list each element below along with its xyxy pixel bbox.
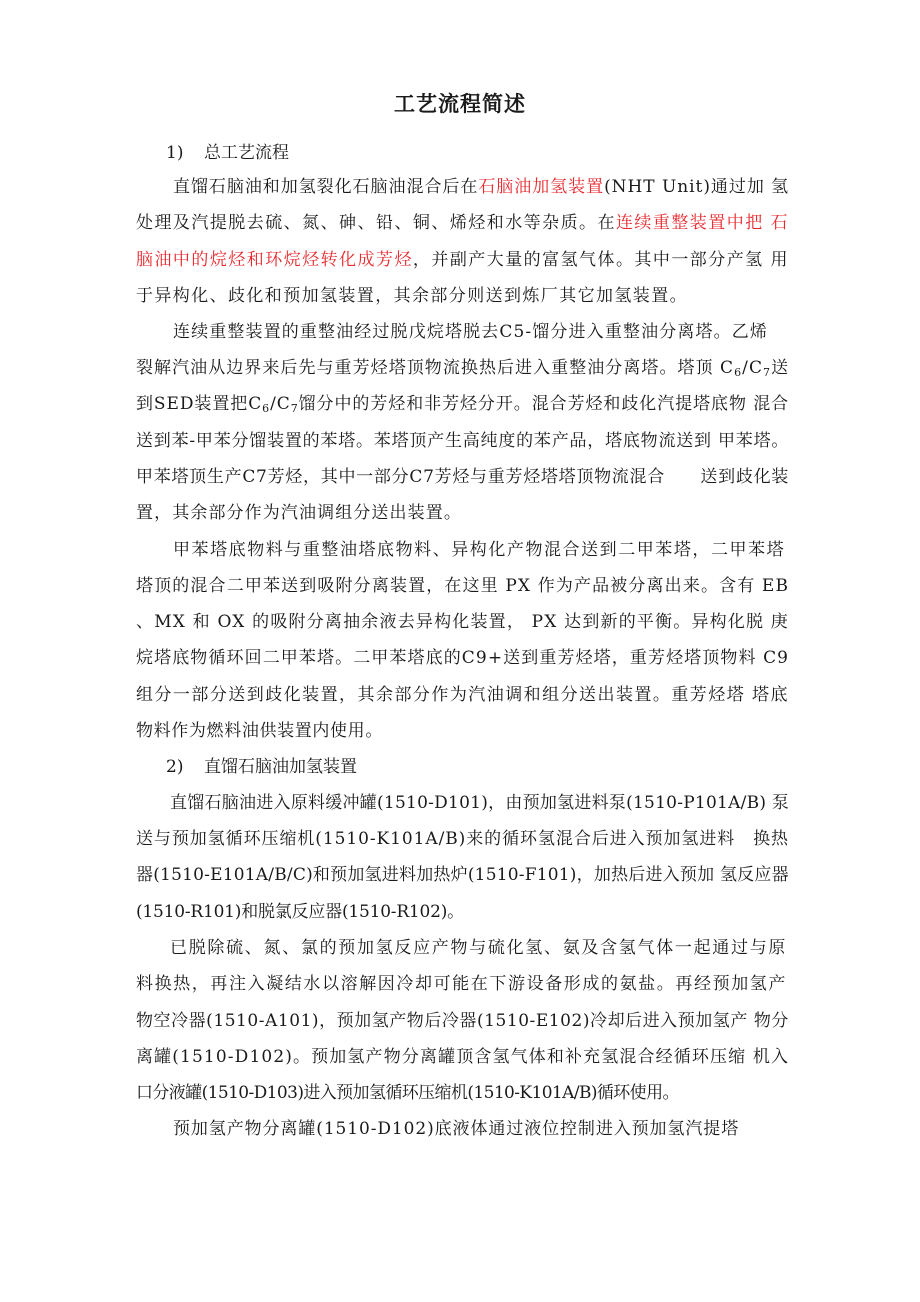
section-heading bbox=[166, 141, 289, 165]
line-text: /C bbox=[270, 394, 291, 414]
paragraph-line bbox=[136, 646, 789, 670]
highlighted-text: 连续重整装置中把 石 bbox=[615, 213, 789, 233]
line-text: 物空冷器(1510-A101)，预加氢产物后冷器(1510-E102)冷却后进入预加氢产 物分 bbox=[136, 1011, 789, 1031]
paragraph-line bbox=[136, 501, 462, 525]
line-text: 到SED装置把C bbox=[136, 394, 263, 414]
paragraph-line bbox=[136, 1081, 679, 1105]
line-text: (NHT Unit)通过加 氢 bbox=[604, 177, 790, 197]
line-text: 塔顶的混合二甲苯送到吸附分离装置，在这里 PX 作为产品被分离出来。含有 EB bbox=[136, 576, 790, 596]
line-text: 置，其余部分作为汽油调组分送出装置。 bbox=[136, 503, 462, 523]
paragraph-line bbox=[136, 356, 789, 380]
paragraph-line bbox=[136, 1009, 789, 1033]
line-text: 已脱除硫、氮、氯的预加氢反应产物与硫化氢、氨及含氢气体一起通过与原 bbox=[170, 938, 788, 958]
line-text: (1510-R101)和脱氯反应器(1510-R102)。 bbox=[136, 902, 464, 922]
line-text: 直馏石脑油和加氢裂化石脑油混合后在 bbox=[173, 177, 479, 197]
line-text: 烷塔底物循环回二甲苯塔。二甲苯塔底的C9+送到重芳烃塔，重芳烃塔顶物料 C9 bbox=[136, 648, 790, 668]
line-text: 馏分中的芳烃和非芳烃分开。混合芳烃和歧化汽提塔底物 混合 bbox=[298, 394, 790, 414]
line-text: 裂解汽油从边界来后先与重芳烃塔顶物流换热后进入重整油分离塔。塔顶 C bbox=[136, 358, 735, 378]
paragraph-line bbox=[136, 284, 688, 308]
paragraph-line bbox=[170, 791, 789, 815]
paragraph-line bbox=[170, 936, 787, 960]
subscript-text: 7 bbox=[290, 402, 299, 415]
line-text: 连续重整装置的重整油经过脱戊烷塔脱去C5-馏分进入重整油分离塔。乙烯 bbox=[173, 322, 768, 342]
paragraph-line bbox=[173, 1117, 739, 1141]
subscript-text: 6 bbox=[734, 366, 743, 379]
paragraph-line bbox=[173, 175, 789, 199]
section-heading bbox=[166, 755, 357, 779]
highlighted-text: 石脑油加氢装置 bbox=[478, 177, 605, 197]
line-text: 送 bbox=[771, 358, 790, 378]
line-text: 送与预加氢循环压缩机(1510-K101A/B)来的循环氢混合后进入预加氢进料 换热 bbox=[136, 829, 789, 849]
paragraph-line bbox=[136, 719, 383, 743]
paragraph-line bbox=[136, 392, 789, 416]
subscript-text: 6 bbox=[262, 402, 271, 415]
paragraph-line bbox=[136, 574, 789, 598]
line-text: 口分液罐(1510-D103)进入预加氢循环压缩机(1510-K101A/B)循环使用。 bbox=[136, 1083, 679, 1103]
paragraph-line bbox=[136, 465, 789, 489]
line-text: 、MX 和 OX 的吸附分离抽余液去异构化装置， PX 达到新的平衡。异构化脱 庚 bbox=[136, 612, 790, 632]
line-text: 送到苯-甲苯分馏装置的苯塔。苯塔顶产生高纯度的苯产品，塔底物流送到 甲苯塔。 bbox=[136, 431, 790, 451]
paragraph-line bbox=[173, 320, 768, 344]
line-text: ，并副产大量的富氢气体。其中一部分产氢 用 bbox=[412, 250, 789, 270]
paragraph-line bbox=[136, 429, 789, 453]
line-text: 物料作为燃料油供装置内使用。 bbox=[136, 721, 383, 741]
line-text: 甲苯塔顶生产C7芳烃，其中一部分C7芳烃与重芳烃塔塔顶物流混合 送到歧化装 bbox=[136, 467, 790, 487]
paragraph-line bbox=[136, 863, 789, 887]
paragraph-line bbox=[136, 827, 789, 851]
line-text: 于异构化、歧化和预加氢装置，其余部分则送到炼厂其它加氢装置。 bbox=[136, 286, 688, 306]
section-number: 2) bbox=[166, 757, 184, 777]
highlighted-text: 脑油中的烷烃和环烷烃转化成芳烃 bbox=[136, 250, 413, 270]
line-text: 器(1510-E101A/B/C)和预加氢进料加热炉(1510-F101)，加热后进入预加 氢反应器 bbox=[136, 865, 789, 885]
line-text: 直馏石脑油进入原料缓冲罐(1510-D101)，由预加氢进料泵(1510-P101A/B) 泵 bbox=[170, 793, 790, 813]
paragraph-line bbox=[136, 972, 787, 996]
line-text: 离罐(1510-D102)。预加氢产物分离罐顶含氢气体和补充氢混合经循环压缩 机入 bbox=[136, 1047, 790, 1067]
document-title: 工艺流程简述 bbox=[394, 92, 526, 116]
line-text: 甲苯塔底物料与重整油塔底物料、异构化产物混合送到二甲苯塔，二甲苯塔 bbox=[173, 540, 786, 560]
paragraph-line bbox=[136, 211, 789, 235]
subscript-text: 7 bbox=[763, 366, 772, 379]
paragraph-line bbox=[136, 610, 789, 634]
paragraph-line bbox=[136, 1045, 789, 1069]
paragraph-line bbox=[136, 683, 789, 707]
paragraph-line bbox=[136, 900, 464, 924]
line-text: /C bbox=[742, 358, 764, 378]
section-title: 直馏石脑油加氢装置 bbox=[204, 757, 357, 777]
section-title: 总工艺流程 bbox=[204, 143, 289, 163]
paragraph-line bbox=[136, 248, 789, 272]
line-text: 料换热，再注入凝结水以溶解因冷却可能在下游设备形成的氨盐。再经预加氢产 bbox=[136, 974, 787, 994]
paragraph-line bbox=[173, 538, 785, 562]
line-text: 处理及汽提脱去硫、氮、砷、铅、铜、烯烃和水等杂质。在 bbox=[136, 213, 616, 233]
line-text: 预加氢产物分离罐(1510-D102)底液体通过液位控制进入预加氢汽提塔 bbox=[173, 1119, 740, 1139]
section-number: 1) bbox=[166, 143, 184, 163]
line-text: 组分一部分送到歧化装置，其余部分作为汽油调和组分送出装置。重芳烃塔 塔底 bbox=[136, 685, 789, 705]
